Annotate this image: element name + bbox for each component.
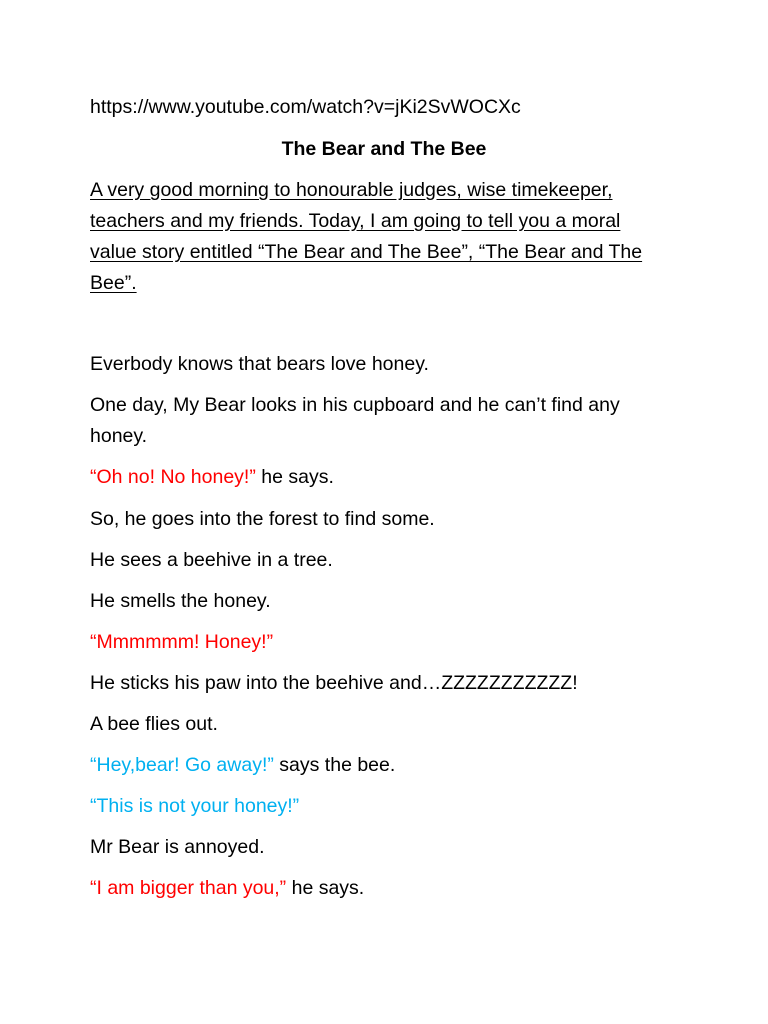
story-line-bee-quote — [90, 750, 395, 781]
intro-line: A very good morning to honourable judges, wise timekeeper, — [90, 179, 613, 201]
story-line: A bee flies out. — [90, 713, 218, 735]
story-line-bear-quote — [90, 462, 334, 493]
bear-quote: “I am bigger than you,” — [90, 877, 287, 899]
bee-quote: “This is not your honey!” — [90, 795, 300, 817]
story-line: So, he goes into the forest to find some. — [90, 508, 435, 530]
story-line: honey. — [90, 425, 148, 447]
story-line-bear-quote — [90, 627, 273, 658]
story-line: Mr Bear is annoyed. — [90, 836, 265, 858]
story-line-bear-quote — [90, 873, 364, 904]
intro-line: teachers and my friends. Today, I am going to tell you a moral — [90, 210, 621, 232]
narration: says the bee. — [273, 754, 396, 776]
story-title: The Bear and The Bee — [281, 138, 487, 160]
story-line: He smells the honey. — [90, 590, 271, 612]
story-line: Everbody knows that bears love honey. — [90, 353, 429, 375]
intro-paragraph — [90, 175, 690, 299]
bear-quote: “Oh no! No honey!” — [90, 466, 256, 488]
story-line: One day, My Bear looks in his cupboard and he can’t find any — [90, 394, 620, 416]
narration: he says. — [255, 466, 334, 488]
bee-quote: “Hey,bear! Go away!” — [90, 754, 274, 776]
story-line: He sticks his paw into the beehive and…ZZZZZZZZZZZ! — [90, 672, 578, 694]
story-line: He sees a beehive in a tree. — [90, 549, 333, 571]
intro-line: Bee”. — [90, 272, 137, 294]
video-url: https://www.youtube.com/watch?v=jKi2SvWOCXc — [90, 96, 521, 118]
intro-line: value story entitled “The Bear and The Bee”, “The Bear and The — [90, 241, 643, 263]
story-line-bee-quote — [90, 791, 299, 822]
bear-quote: “Mmmmmm! Honey!” — [90, 631, 274, 653]
narration: he says. — [286, 877, 365, 899]
